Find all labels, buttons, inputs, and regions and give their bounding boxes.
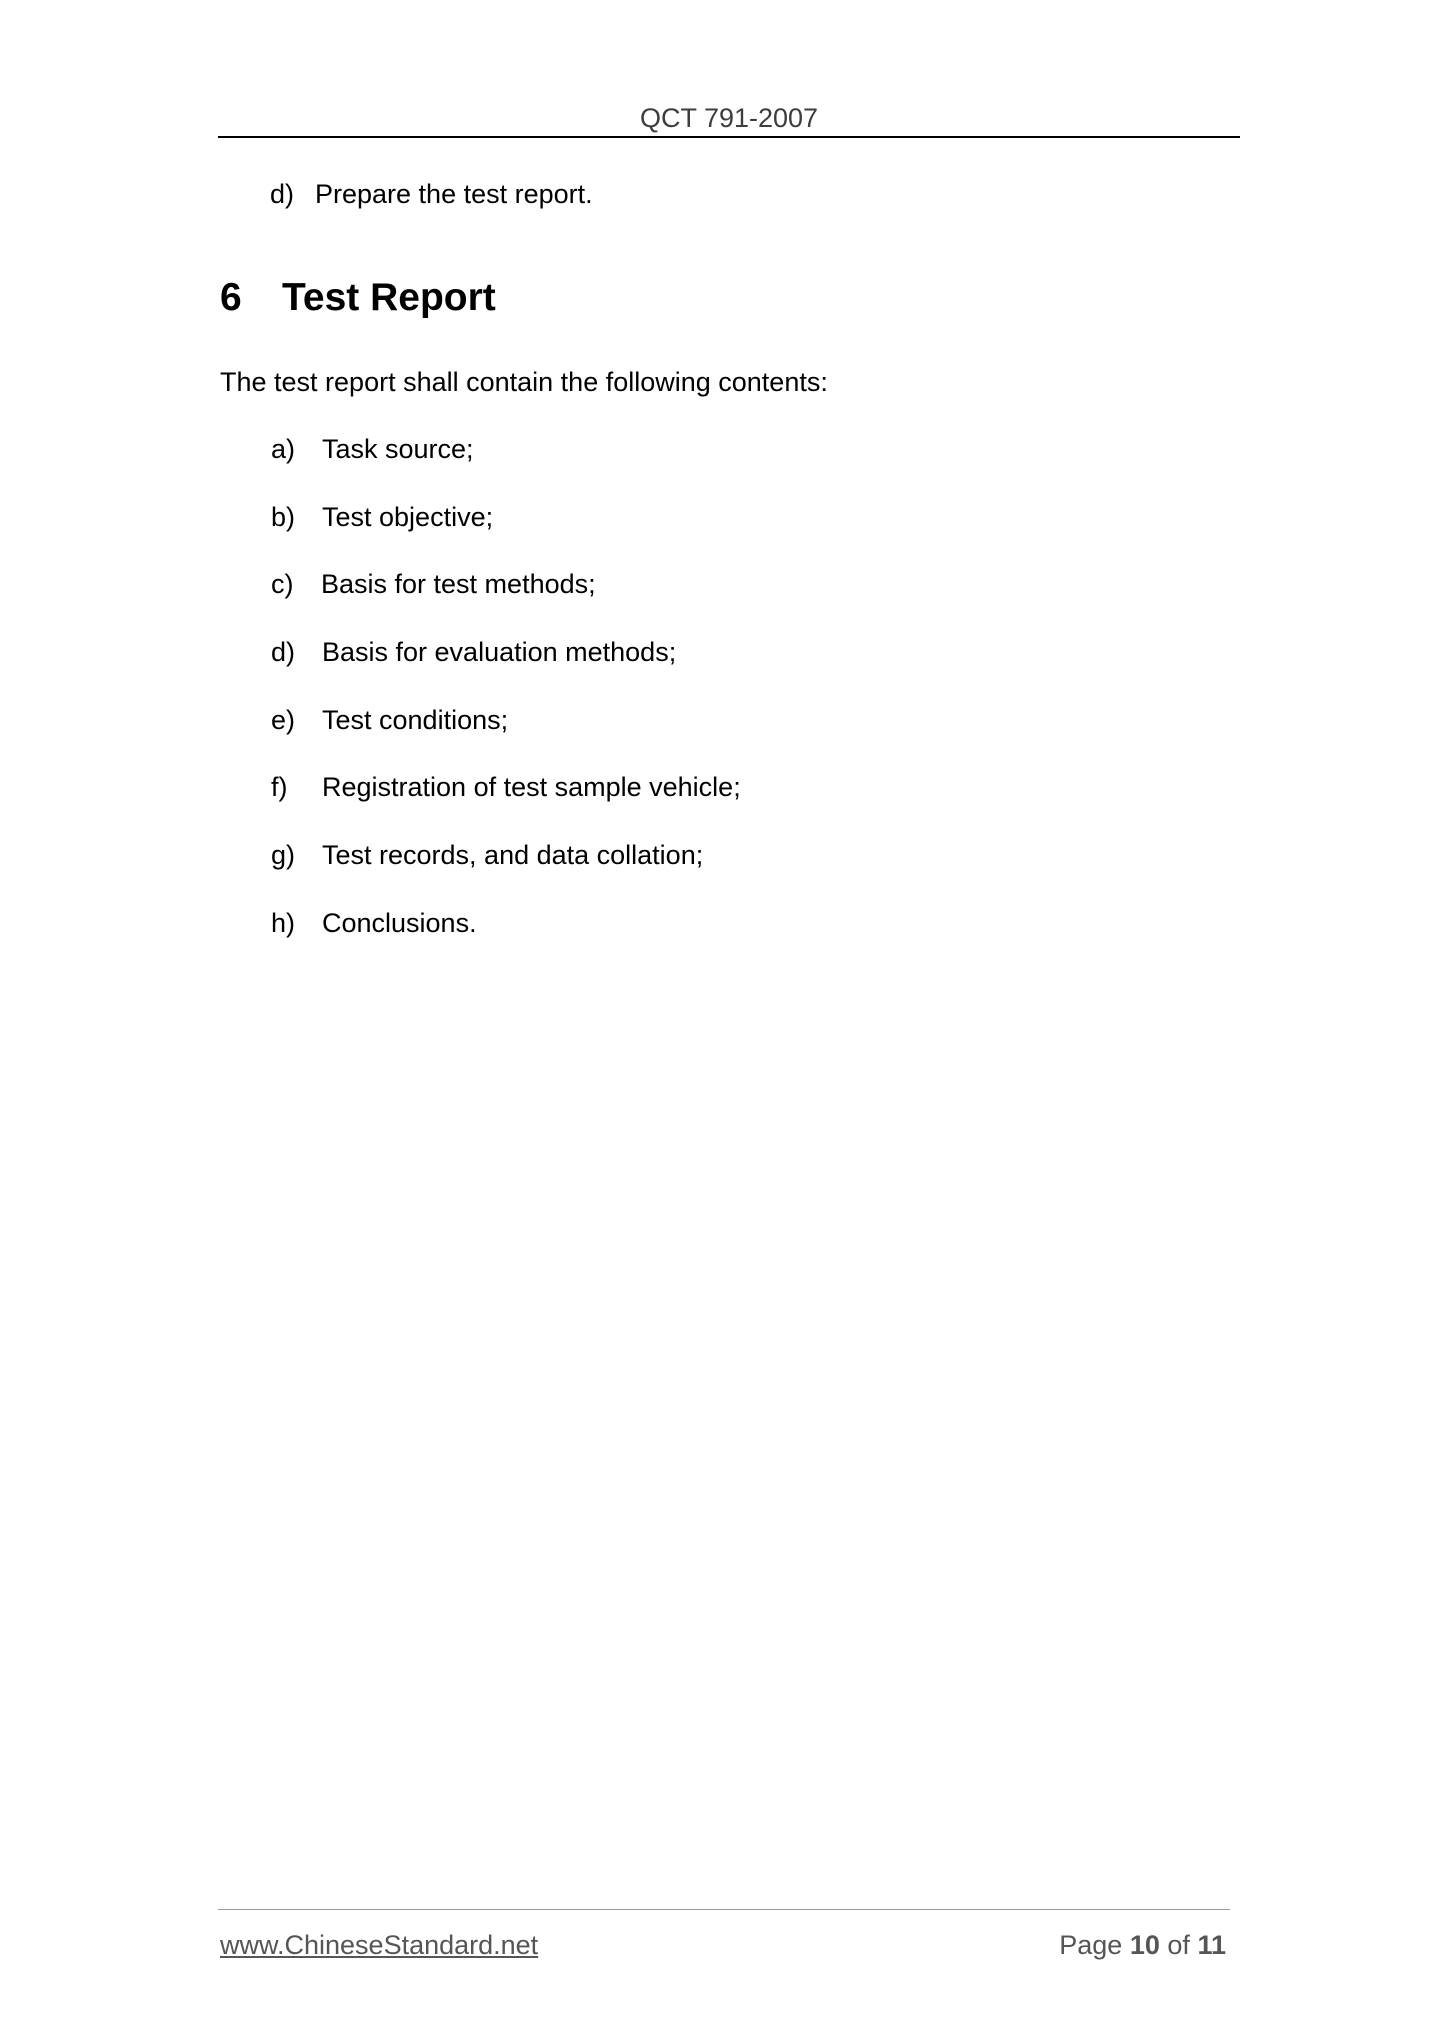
list-item-text: Test conditions; bbox=[322, 705, 509, 735]
previous-item-marker: d) bbox=[270, 179, 295, 209]
list-item-marker: f) bbox=[271, 772, 288, 802]
page-current: 10 bbox=[1129, 1930, 1160, 1960]
list-item-text: Conclusions. bbox=[322, 908, 477, 938]
list-item-marker: a) bbox=[271, 434, 296, 464]
section-number: 6 bbox=[220, 276, 242, 319]
list-item-text: Basis for test methods; bbox=[321, 569, 596, 599]
footer-divider bbox=[218, 1909, 1230, 1910]
list-item-text: Test records, and data collation; bbox=[322, 840, 704, 870]
list-item-marker: g) bbox=[271, 840, 296, 870]
list-item-marker: e) bbox=[271, 705, 296, 735]
list-item-text: Registration of test sample vehicle; bbox=[322, 772, 741, 802]
list-item-marker: b) bbox=[271, 502, 296, 532]
list-item-text: Task source; bbox=[322, 434, 474, 464]
list-item-text: Test objective; bbox=[322, 502, 494, 532]
list-item-text: Basis for evaluation methods; bbox=[322, 637, 677, 667]
list-item-marker: h) bbox=[271, 908, 296, 938]
list-item-marker: c) bbox=[271, 569, 294, 599]
page-label: Page bbox=[1059, 1930, 1123, 1960]
page-indicator bbox=[1059, 1929, 1226, 1961]
website-link[interactable]: www.ChineseStandard.net bbox=[220, 1930, 539, 1960]
section-title: Test Report bbox=[282, 276, 496, 319]
list-item-marker: d) bbox=[271, 637, 296, 667]
section-intro: The test report shall contain the following contents: bbox=[220, 367, 828, 397]
previous-item-text: Prepare the test report. bbox=[315, 179, 593, 209]
page-total: 11 bbox=[1197, 1930, 1226, 1960]
page-of: of bbox=[1167, 1930, 1190, 1960]
header-divider bbox=[218, 136, 1240, 138]
header-document-code: QCT 791-2007 bbox=[639, 103, 819, 133]
